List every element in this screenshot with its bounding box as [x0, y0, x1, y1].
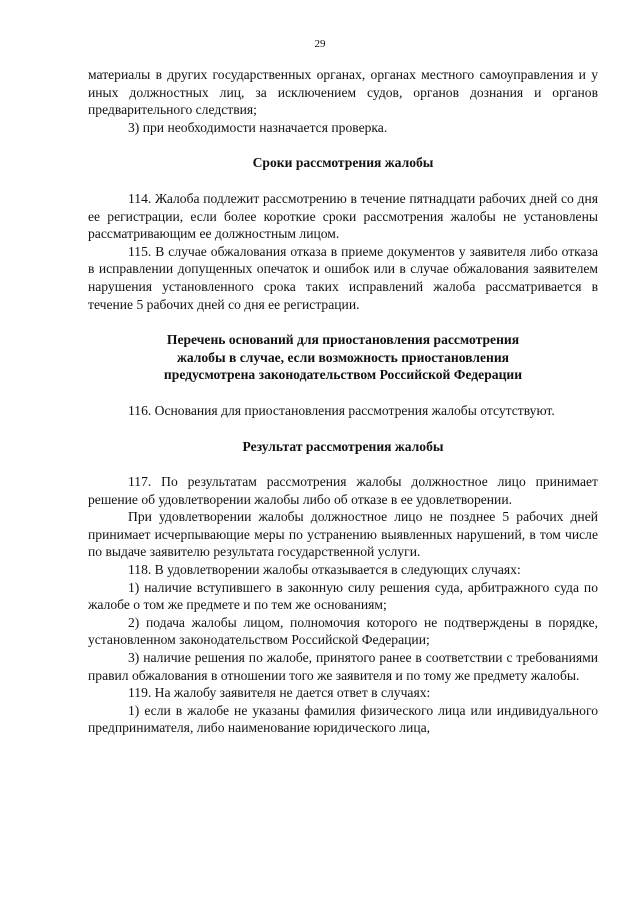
paragraph: 119. На жалобу заявителя не дается ответ в случаях:: [128, 685, 431, 701]
paragraph: 118. В удовлетворении жалобы отказывается в следующих случаях:: [128, 562, 521, 578]
section-heading-line: жалобы в случае, если возможность приостановления: [176, 349, 510, 365]
paragraph: 116. Основания для приостановления рассмотрения жалобы отсутствуют.: [128, 402, 555, 418]
paragraph: 1) наличие вступившего в законную силу решения суда, арбитражного суда по жалобе о том же предмете и по тем же основаниям;: [88, 579, 598, 613]
paragraph: 2) подача жалобы лицом, полномочия которого не подтверждены в порядке, установленном законодательством Российской Федерации;: [88, 614, 598, 648]
section-heading-line: Результат рассмотрения жалобы: [242, 438, 444, 454]
paragraph: 117. По результатам рассмотрения жалобы должностное лицо принимает решение об удовлетворении жалобы либо об отказе в ее удовлетворении.: [88, 474, 598, 507]
paragraph: 115. В случае обжалования отказа в приеме документов у заявителя либо отказа в исправлении допущенных опечаток и ошибок или в случае обжалования заявителем нарушения установленного срока таких исправлений жалоба рассматривается в течение 5 рабочих дней со дня ее регистрации.: [88, 243, 598, 312]
paragraph: материалы в других государственных органах, органах местного самоуправления и у иных должностных лиц, за исключением судов, органов дознания и органов предварительного следствия;: [88, 67, 598, 118]
paragraph: 3) наличие решения по жалобе, принятого ранее в соответствии с требованиями правил обжалования в отношении того же заявителя и по тому же предмету жалобы.: [88, 650, 598, 683]
section-heading: [88, 438, 598, 456]
section-heading: [88, 331, 598, 384]
paragraph: При удовлетворении жалобы должностное лицо не позднее 5 рабочих дней принимает исчерпывающие меры по устранению выявленных нарушений, в том числе по выдаче заявителю результата государственной услуги.: [88, 509, 598, 560]
paragraph: 1) если в жалобе не указаны фамилия физического лица или индивидуального предпринимателя, либо наименование юридического лица,: [88, 702, 598, 736]
page-number: 29: [314, 38, 326, 50]
paragraph: 3) при необходимости назначается проверка.: [128, 119, 388, 135]
section-heading: [88, 154, 598, 172]
section-heading-line: Сроки рассмотрения жалобы: [252, 155, 434, 171]
section-heading-line: предусмотрена законодательством Российской Федерации: [163, 367, 523, 383]
paragraph: 114. Жалоба подлежит рассмотрению в течение пятнадцати рабочих дней со дня ее регистрации, если более короткие сроки рассмотрения жалобы не установлены рассматривающим ее должностным лицом.: [88, 190, 598, 242]
section-heading-line: Перечень оснований для приостановления рассмотрения: [166, 332, 520, 348]
document-body: [88, 66, 598, 737]
